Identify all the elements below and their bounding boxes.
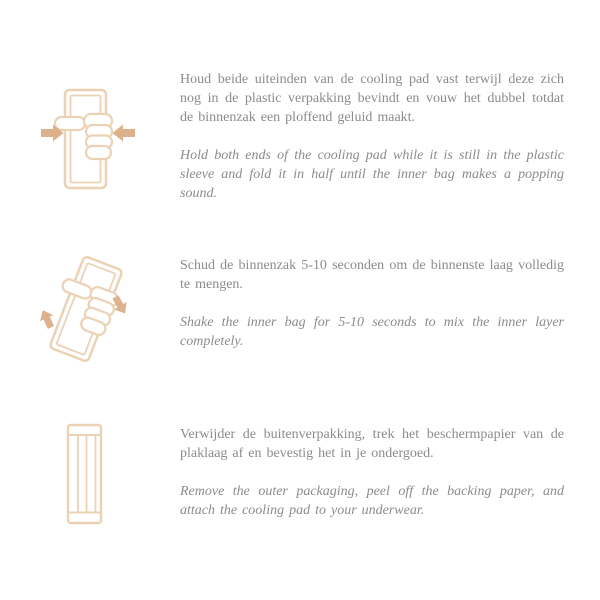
step-1-text — [180, 70, 564, 203]
shake-up-arrow-icon — [36, 307, 57, 330]
step-2-instruction-dutch: Schud de binnenzak 5-10 seconden om de binnenste laag volledig te mengen. — [180, 258, 564, 292]
step-1-instruction-english: Hold both ends of the cooling pad while it is still in the plastic sleeve and fold it in half until the inner bag makes a popping sound. — [180, 148, 564, 201]
step-3-instruction-dutch: Verwijder de buitenverpakking, trek het beschermpapier van de plaklaag af en bevestig het in je ondergoed. — [180, 427, 564, 461]
step-row-fold — [0, 70, 600, 203]
step-2-text — [180, 256, 564, 351]
step-1-icon-column — [0, 70, 180, 193]
step-2-instruction-english: Shake the inner bag for 5-10 seconds to mix the inner layer completely. — [180, 315, 564, 349]
shake-inner-bag-icon — [33, 252, 143, 370]
step-3-text — [180, 425, 564, 520]
fold-cooling-pad-icon — [38, 88, 138, 193]
press-right-arrow-icon — [113, 125, 136, 142]
remove-packaging-icon — [66, 423, 104, 526]
step-2-icon-column — [0, 256, 180, 370]
step-3-instruction-english: Remove the outer packaging, peel off the backing paper, and attach the cooling pad to your underwear. — [180, 484, 564, 518]
step-1-instruction-dutch: Houd beide uiteinden van de cooling pad vast terwijl deze zich nog in de plastic verpakking bevindt en vouw het dubbel totdat de binnenzak een ploffend geluid maakt. — [180, 72, 564, 125]
step-row-shake — [0, 256, 600, 370]
step-3-icon-column — [0, 425, 180, 526]
step-row-apply — [0, 425, 600, 526]
